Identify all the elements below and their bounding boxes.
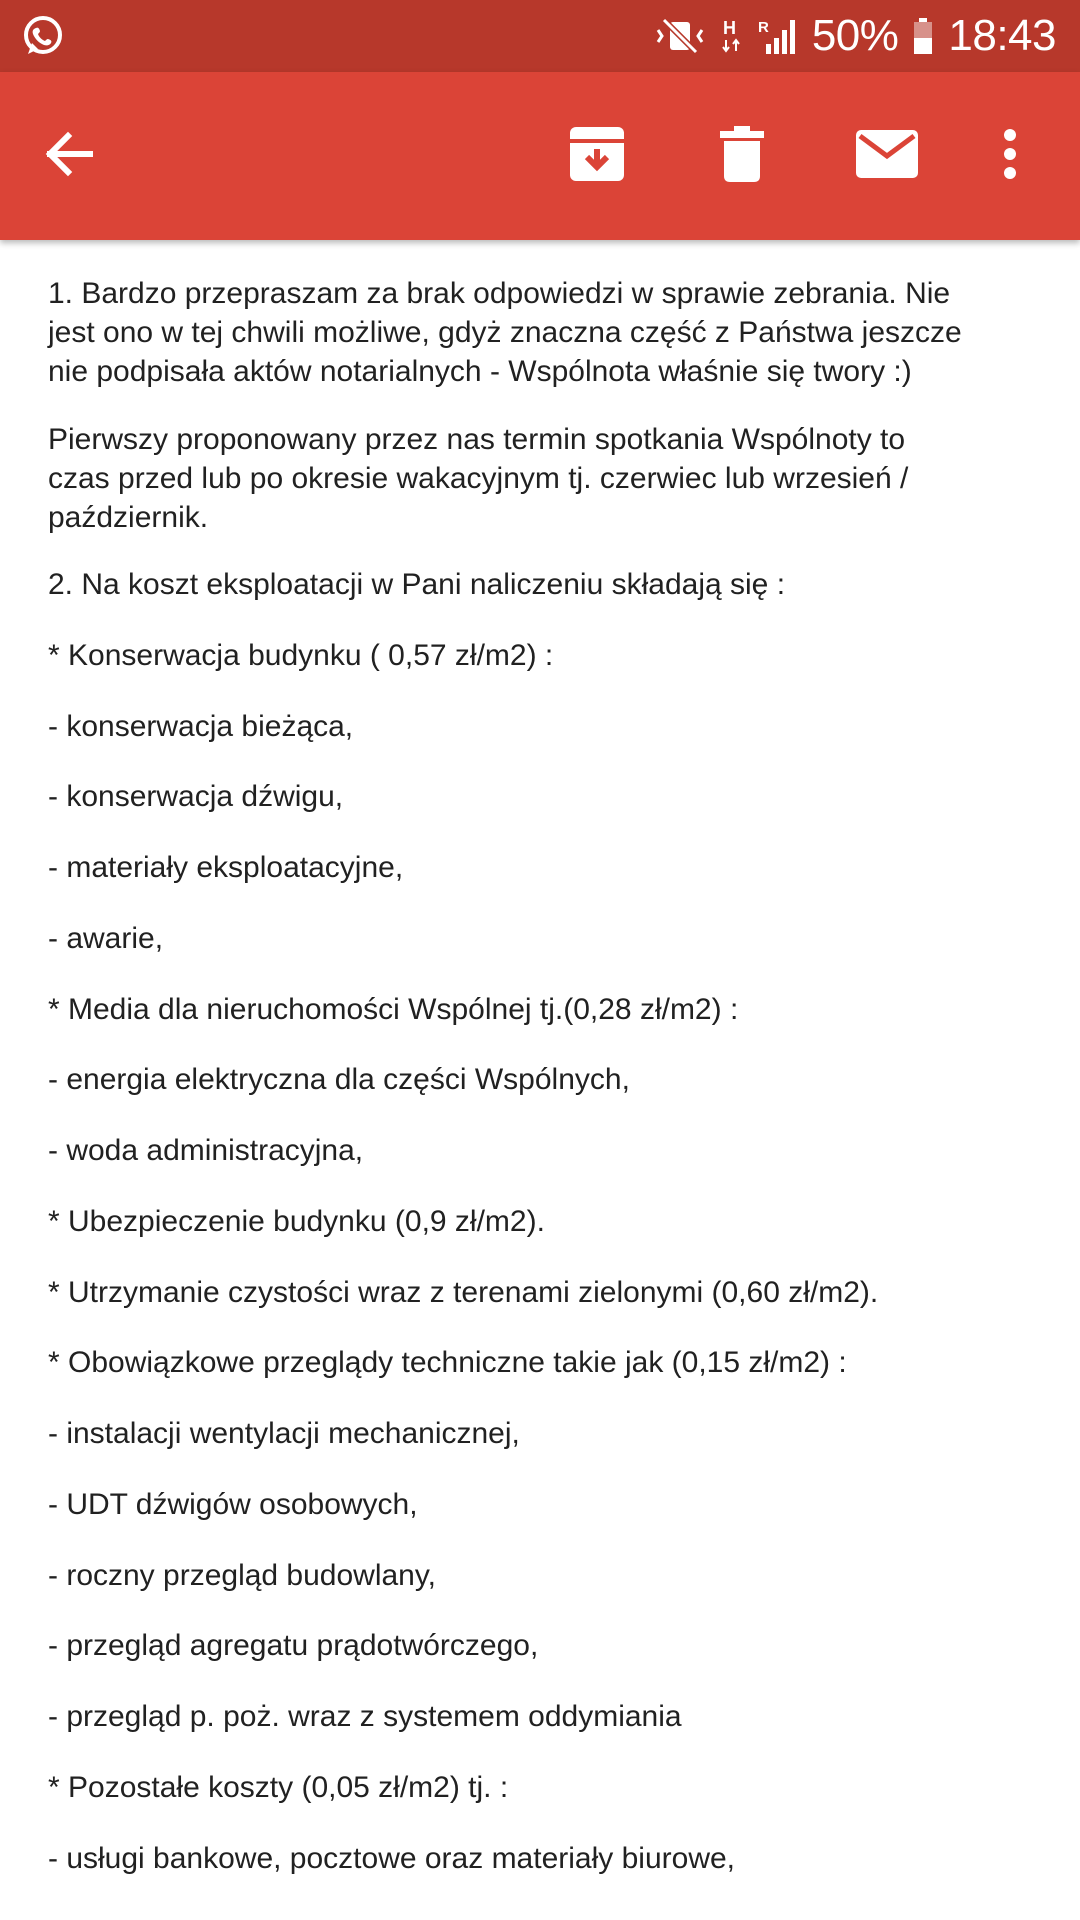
delete-button[interactable] (687, 72, 797, 240)
email-paragraph: * Pozostałe koszty (0,05 zł/m2) tj. : (48, 1771, 509, 1804)
svg-text:H: H (722, 18, 736, 38)
email-paragraph: - przegląd agregatu prądotwórczego, (48, 1629, 539, 1662)
more-options-button[interactable] (960, 72, 1060, 240)
app-bar (0, 72, 1080, 240)
email-paragraph: * Utrzymanie czystości wraz z terenami zielonymi (0,60 zł/m2). (48, 1276, 879, 1309)
svg-text:R: R (757, 19, 769, 36)
email-paragraph: Pierwszy proponowany przez nas termin spotkania Wspólnoty to czas przed lub po okresie wakacyjnym tj. czerwiec lub wrzesień / październik. (48, 423, 909, 534)
mark-unread-button[interactable] (832, 72, 942, 240)
roaming-signal-icon (758, 16, 798, 56)
archive-button[interactable] (542, 72, 652, 240)
email-paragraph: - woda administracyjna, (48, 1134, 364, 1167)
vibrate-icon (654, 16, 706, 56)
clock: 18:43 (948, 11, 1056, 60)
email-paragraph: * Media dla nieruchomości Wspólnej tj.(0,28 zł/m2) : (48, 993, 739, 1026)
email-paragraph: * Konserwacja budynku ( 0,57 zł/m2) : (48, 639, 554, 672)
email-paragraph: 2. Na koszt eksploatacji w Pani naliczeniu składają się : (48, 568, 786, 601)
battery-icon (912, 16, 934, 56)
email-paragraph: - energia elektryczna dla części Wspólnych, (48, 1063, 630, 1096)
email-paragraph: - usługi bankowe, pocztowe oraz materiały biurowe, (48, 1842, 735, 1875)
email-paragraph: - UDT dźwigów osobowych, (48, 1488, 418, 1521)
archive-icon (568, 125, 626, 188)
status-icons (654, 0, 1056, 72)
mark-unread-icon (856, 130, 918, 183)
email-paragraph: - konserwacja bieżąca, (48, 710, 354, 743)
email-paragraph: * Obowiązkowe przeglądy techniczne takie jak (0,15 zł/m2) : (48, 1346, 847, 1379)
email-paragraph: - instalacji wentylacji mechanicznej, (48, 1417, 520, 1450)
email-paragraph: 1. Bardzo przepraszam za brak odpowiedzi w sprawie zebrania. Nie jest ono w tej chwili możliwe, gdyż znaczna część z Państwa jeszcze nie podpisała aktów notarialnych - Wspólnota właśnie się twory :) (48, 277, 962, 388)
back-button[interactable] (14, 72, 124, 240)
more-vert-icon (1002, 128, 1018, 185)
status-bar (0, 0, 1080, 72)
back-arrow-icon (42, 127, 96, 186)
email-paragraph: * Ubezpieczenie budynku (0,9 zł/m2). (48, 1205, 545, 1238)
battery-percent: 50% (811, 11, 899, 60)
email-paragraph: - materiały eksploatacyjne, (48, 851, 404, 884)
email-paragraph: - awarie, (48, 922, 164, 955)
email-paragraph: - przegląd p. poż. wraz z systemem oddymiania (48, 1700, 682, 1733)
delete-icon (720, 126, 764, 187)
email-paragraph: - konserwacja dźwigu, (48, 780, 344, 813)
email-paragraph: - roczny przegląd budowlany, (48, 1559, 436, 1592)
whatsapp-icon (18, 12, 66, 60)
hspa-icon (720, 16, 744, 56)
email-body[interactable] (0, 240, 1080, 1920)
